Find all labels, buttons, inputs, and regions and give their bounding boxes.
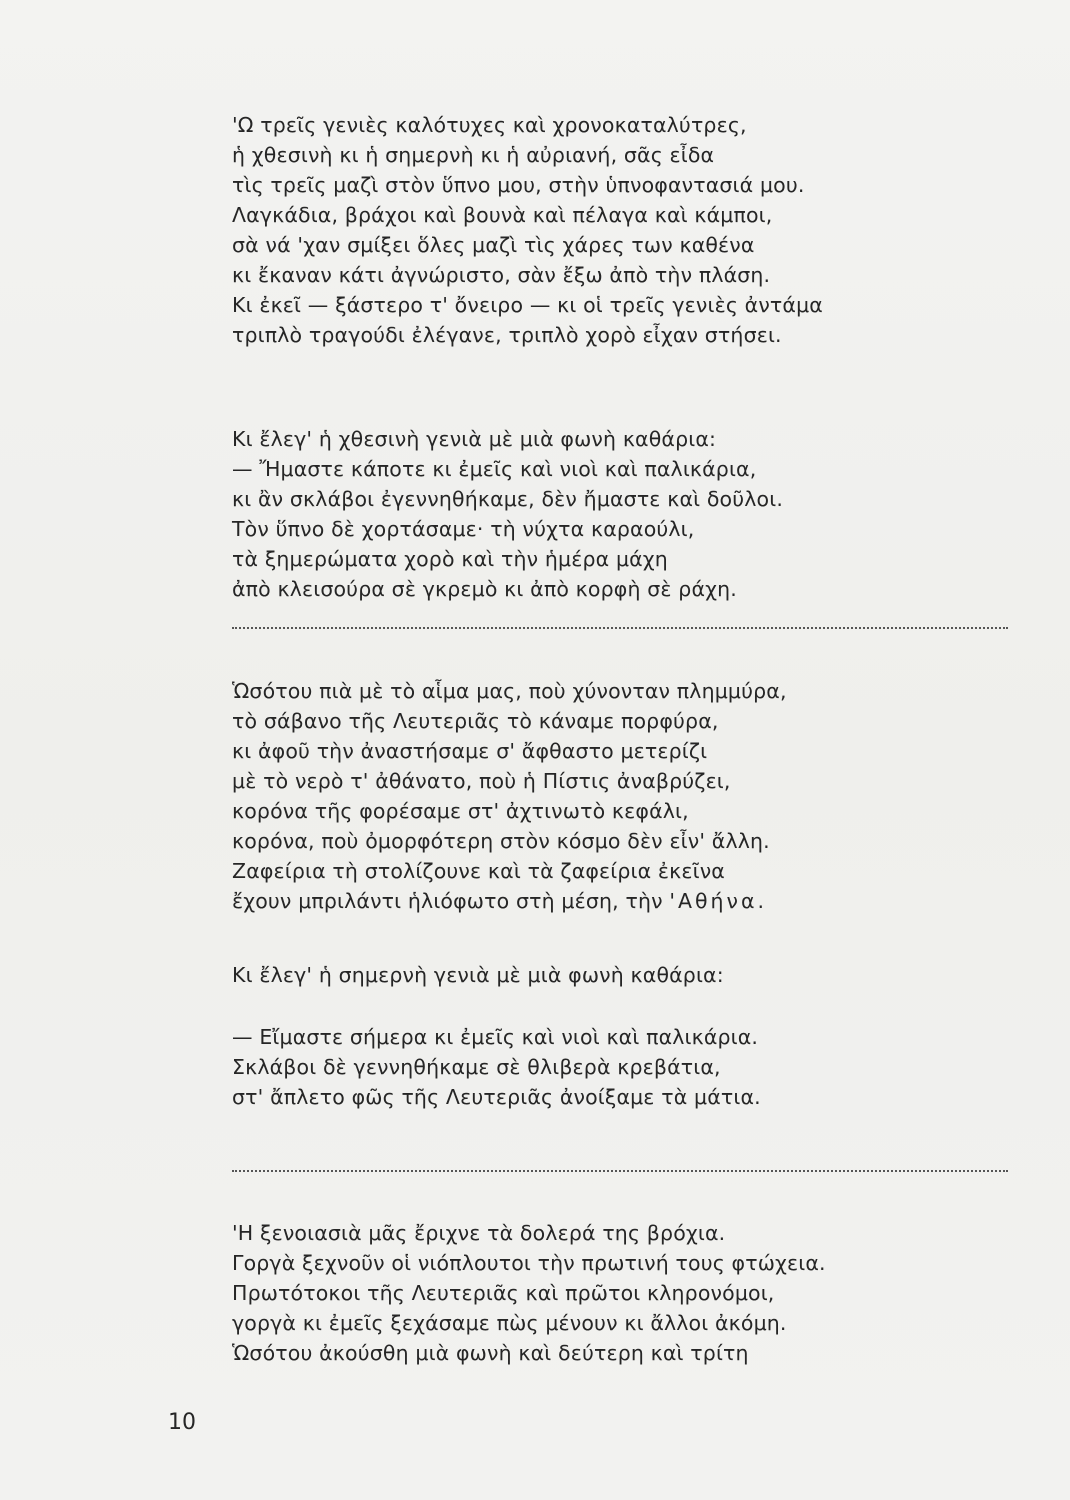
verse-line: γοργὰ κι ἐμεῖς ξεχάσαμε πὼς μένουν κι ἄλλοι ἀκόμη. xyxy=(232,1311,787,1335)
verse-line: Κι ἐκεῖ — ξάστερο τ' ὄνειρο — κι οἱ τρεῖς γενιὲς ἀντάμα xyxy=(232,293,823,317)
verse-line: Ὡσότου ἀκούσθη μιὰ φωνὴ καὶ δεύτερη καὶ τρίτη xyxy=(232,1341,749,1365)
verse-line: Πρωτότοκοι τῆς Λευτεριᾶς καὶ πρῶτοι κληρονόμοι, xyxy=(232,1281,775,1305)
stanza-3 xyxy=(232,676,787,916)
stanza-5 xyxy=(232,1218,826,1368)
stanza-intro-2 xyxy=(232,960,724,990)
verse-line: κι ἂν σκλάβοι ἐγεννηθήκαμε, δὲν ἤμαστε καὶ δοῦλοι. xyxy=(232,487,783,511)
stanza-intro-1 xyxy=(232,424,716,454)
verse-line: κορόνα τῆς φορέσαμε στ' ἀχτινωτὸ κεφάλι, xyxy=(232,799,689,823)
verse-line: Γοργὰ ξεχνοῦν οἱ νιόπλουτοι τὴν πρωτινή τους φτώχεια. xyxy=(232,1251,826,1275)
verse-line: τὶς τρεῖς μαζὶ στὸν ὕπνο μου, στὴν ὑπνοφαντασιά μου. xyxy=(232,173,805,197)
stanza-2 xyxy=(232,454,783,604)
verse-line: Κι ἔλεγ' ἡ σημερνὴ γενιὰ μὲ μιὰ φωνὴ καθάρια: xyxy=(232,963,724,987)
verse-line: κορόνα, ποὺ ὀμορφότερη στὸν κόσμο δὲν εἶν' ἄλλη. xyxy=(232,829,770,853)
verse-line: στ' ἄπλετο φῶς τῆς Λευτεριᾶς ἀνοίξαμε τὰ μάτια. xyxy=(232,1085,761,1109)
verse-line: Ὡσότου πιὰ μὲ τὸ αἷμα μας, ποὺ χύνονταν πλημμύρα, xyxy=(232,679,787,703)
verse-line: μὲ τὸ νερὸ τ' ἀθάνατο, ποὺ ἡ Πίστις ἀναβρύζει, xyxy=(232,769,731,793)
page-number: 10 xyxy=(168,1410,196,1435)
verse-line: — Ἤμαστε κάποτε κι ἐμεῖς καὶ νιοὶ καὶ παλικάρια, xyxy=(232,457,757,481)
verse-line: κι ἔκαναν κάτι ἀγνώριστο, σὰν ἔξω ἀπὸ τὴν πλάση. xyxy=(232,263,771,287)
verse-line: Λαγκάδια, βράχοι καὶ βουνὰ καὶ πέλαγα καὶ κάμποι, xyxy=(232,203,773,227)
stanza-1 xyxy=(232,110,823,350)
verse-line: Τὸν ὕπνο δὲ χορτάσαμε· τὴ νύχτα καραούλι, xyxy=(232,517,695,541)
verse-line: κι ἀφοῦ τὴν ἀναστήσαμε σ' ἄφθαστο μετερίζι xyxy=(232,739,708,763)
verse-line: 'Η ξενοιασιὰ μᾶς ἔριχνε τὰ δολερά της βρόχια. xyxy=(232,1221,726,1245)
verse-line: ἡ χθεσινὴ κι ἡ σημερνὴ κι ἡ αὐριανή, σᾶς εἶδα xyxy=(232,143,715,167)
athens-word: 'Αθήνα. xyxy=(669,889,768,913)
verse-line: — Εἴμαστε σήμερα κι ἐμεῖς καὶ νιοὶ καὶ παλικάρια. xyxy=(232,1025,759,1049)
dotted-separator xyxy=(232,1170,1008,1172)
verse-line: Σκλάβοι δὲ γεννηθήκαμε σὲ θλιβερὰ κρεβάτια, xyxy=(232,1055,721,1079)
verse-line: τὸ σάβανο τῆς Λευτεριᾶς τὸ κάναμε πορφύρα, xyxy=(232,709,719,733)
verse-line: Ζαφείρια τὴ στολίζουνε καὶ τὰ ζαφείρια ἐκεῖνα xyxy=(232,859,725,883)
verse-line: Κι ἔλεγ' ἡ χθεσινὴ γενιὰ μὲ μιὰ φωνὴ καθάρια: xyxy=(232,427,717,451)
verse-line: 'Ω τρεῖς γενιὲς καλότυχες καὶ χρονοκαταλύτρες, xyxy=(232,113,747,137)
verse-line: σὰ νά 'χαν σμίξει ὅλες μαζὶ τὶς χάρες των καθένα xyxy=(232,233,755,257)
verse-line: ἀπὸ κλεισούρα σὲ γκρεμὸ κι ἀπὸ κορφὴ σὲ ράχη. xyxy=(232,577,737,601)
verse-line: τὰ ξημερώματα χορὸ καὶ τὴν ἡμέρα μάχη xyxy=(232,547,668,571)
verse-line: τριπλὸ τραγούδι ἐλέγανε, τριπλὸ χορὸ εἶχαν στήσει. xyxy=(232,323,782,347)
stanza-4 xyxy=(232,1022,761,1112)
dotted-separator xyxy=(232,627,1008,629)
verse-text: ἔχουν μπριλάντι ἡλιόφωτο στὴ μέση, τὴν xyxy=(232,889,670,913)
verse-line xyxy=(232,886,787,916)
